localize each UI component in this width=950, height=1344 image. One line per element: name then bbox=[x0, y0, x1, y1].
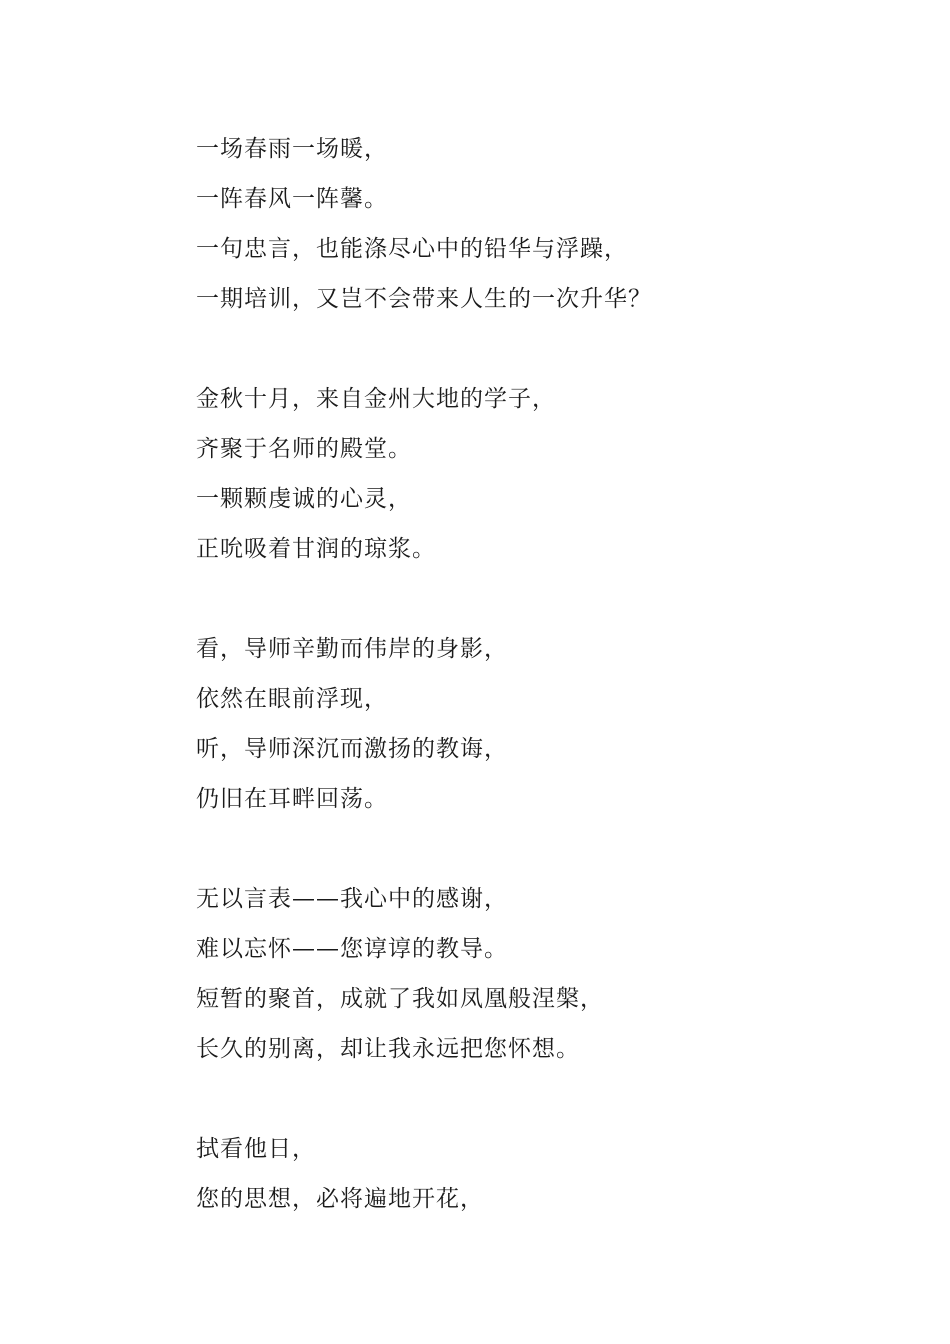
poem-body bbox=[196, 124, 896, 1274]
stanza-1 bbox=[196, 124, 896, 324]
stanza-3 bbox=[196, 624, 896, 824]
poem-line: 听，导师深沉而激扬的教诲， bbox=[196, 736, 508, 762]
poem-line: 一阵春风一阵馨。 bbox=[196, 186, 388, 212]
poem-line: 一颗颗虔诚的心灵， bbox=[196, 486, 412, 512]
poem-line: 看，导师辛勤而伟岸的身影， bbox=[196, 636, 508, 662]
stanza-4 bbox=[196, 874, 896, 1074]
poem-line: 拭看他日， bbox=[196, 1136, 316, 1162]
poem-line: 一句忠言，也能涤尽心中的铅华与浮躁， bbox=[196, 236, 628, 262]
stanza-5 bbox=[196, 1124, 896, 1224]
poem-line: 您的思想，必将遍地开花， bbox=[196, 1186, 484, 1212]
poem-line: 齐聚于名师的殿堂。 bbox=[196, 436, 412, 462]
poem-line: 无以言表——我心中的感谢， bbox=[196, 886, 508, 912]
poem-line: 短暂的聚首，成就了我如凤凰般涅槃， bbox=[196, 986, 604, 1012]
stanza-2 bbox=[196, 374, 896, 574]
poem-line: 金秋十月，来自金州大地的学子， bbox=[196, 386, 556, 412]
poem-line: 长久的别离，却让我永远把您怀想。 bbox=[196, 1036, 580, 1062]
poem-line: 难以忘怀——您谆谆的教导。 bbox=[196, 936, 508, 962]
poem-line: 正吮吸着甘润的琼浆。 bbox=[196, 536, 436, 562]
poem-line: 依然在眼前浮现， bbox=[196, 686, 388, 712]
poem-line: 仍旧在耳畔回荡。 bbox=[196, 786, 388, 812]
poem-line: 一场春雨一场暖， bbox=[196, 136, 388, 162]
poem-line: 一期培训，又岂不会带来人生的一次升华？ bbox=[196, 286, 652, 312]
